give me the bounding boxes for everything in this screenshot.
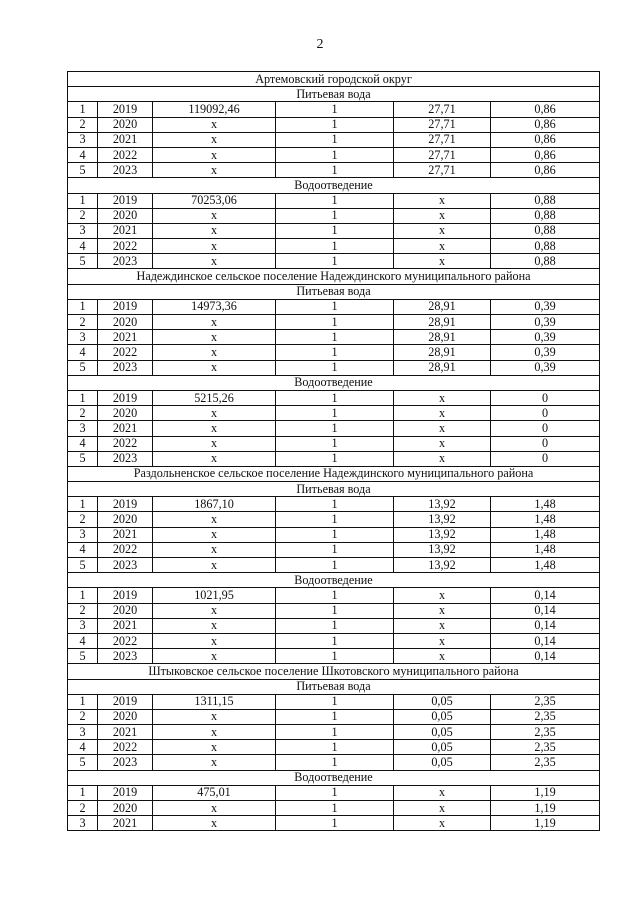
table-cell: x xyxy=(394,816,491,831)
table-cell: 3 xyxy=(68,330,98,345)
table-cell: 1 xyxy=(276,223,394,238)
table-cell: x xyxy=(153,755,276,770)
table-cell: 13,92 xyxy=(394,527,491,542)
table-cell: 4 xyxy=(68,542,98,557)
table-cell: 0,14 xyxy=(491,603,600,618)
table-cell: 4 xyxy=(68,239,98,254)
table-cell: 28,91 xyxy=(394,315,491,330)
table-cell: 13,92 xyxy=(394,542,491,557)
table-cell: 1 xyxy=(276,436,394,451)
table-cell: 2021 xyxy=(98,725,153,740)
municipality-row xyxy=(68,664,600,679)
table-cell: 0,86 xyxy=(491,102,600,117)
table-cell: x xyxy=(153,649,276,664)
table-cell: x xyxy=(153,512,276,527)
table-row xyxy=(68,102,600,117)
table-cell: 1 xyxy=(276,649,394,664)
table-cell: 2 xyxy=(68,512,98,527)
table-cell: x xyxy=(153,345,276,360)
table-cell: x xyxy=(394,451,491,466)
table-cell: 0,05 xyxy=(394,725,491,740)
service-title: Водоотведение xyxy=(68,770,600,785)
table-cell: 1,48 xyxy=(491,497,600,512)
table-cell: 1021,95 xyxy=(153,588,276,603)
table-cell: x xyxy=(153,542,276,557)
table-row xyxy=(68,542,600,557)
page-number: 2 xyxy=(316,37,324,52)
table-cell: 4 xyxy=(68,633,98,648)
table-row xyxy=(68,740,600,755)
municipality-row xyxy=(68,269,600,284)
table-cell: 4 xyxy=(68,740,98,755)
table-row xyxy=(68,558,600,573)
service-title: Водоотведение xyxy=(68,178,600,193)
table-cell: x xyxy=(394,588,491,603)
tariff-table-body xyxy=(68,72,600,831)
table-cell: 0,88 xyxy=(491,193,600,208)
table-cell: 1,19 xyxy=(491,801,600,816)
table-cell: 2021 xyxy=(98,330,153,345)
table-cell: 2022 xyxy=(98,147,153,162)
table-cell: 27,71 xyxy=(394,117,491,132)
table-cell: 13,92 xyxy=(394,497,491,512)
table-cell: 1 xyxy=(276,193,394,208)
service-row xyxy=(68,87,600,102)
table-cell: x xyxy=(153,406,276,421)
table-row xyxy=(68,345,600,360)
table-cell: 1 xyxy=(276,345,394,360)
table-row xyxy=(68,390,600,405)
table-cell: 0,14 xyxy=(491,588,600,603)
table-cell: 5 xyxy=(68,254,98,269)
table-cell: 1867,10 xyxy=(153,497,276,512)
table-cell: x xyxy=(394,633,491,648)
table-cell: 0,05 xyxy=(394,694,491,709)
table-cell: 13,92 xyxy=(394,558,491,573)
table-cell: 2021 xyxy=(98,816,153,831)
table-cell: 1 xyxy=(276,558,394,573)
service-title: Питьевая вода xyxy=(68,87,600,102)
table-row xyxy=(68,239,600,254)
table-cell: x xyxy=(394,785,491,800)
table-cell: 1 xyxy=(276,527,394,542)
table-cell: 1 xyxy=(276,542,394,557)
table-row xyxy=(68,588,600,603)
municipality-row xyxy=(68,466,600,481)
municipality-title: Артемовский городской округ xyxy=(68,72,600,87)
table-cell: 2020 xyxy=(98,512,153,527)
table-cell: 1 xyxy=(276,315,394,330)
table-row xyxy=(68,117,600,132)
table-cell: x xyxy=(153,208,276,223)
table-cell: 1 xyxy=(276,421,394,436)
municipality-title: Раздольненское сельское поселение Надеждинского муниципального района xyxy=(68,466,600,481)
municipality-row xyxy=(68,72,600,87)
table-cell: 0 xyxy=(491,406,600,421)
table-cell: 1,19 xyxy=(491,816,600,831)
table-cell: 2020 xyxy=(98,315,153,330)
table-cell: x xyxy=(153,603,276,618)
table-cell: 1 xyxy=(68,299,98,314)
table-cell: 5 xyxy=(68,451,98,466)
table-cell: 1 xyxy=(276,497,394,512)
table-cell: x xyxy=(394,603,491,618)
table-cell: 0,14 xyxy=(491,633,600,648)
table-cell: 2020 xyxy=(98,603,153,618)
table-row xyxy=(68,801,600,816)
table-cell: 2021 xyxy=(98,421,153,436)
table-cell: 3 xyxy=(68,527,98,542)
table-cell: 27,71 xyxy=(394,102,491,117)
municipality-title: Надеждинское сельское поселение Надеждинского муниципального района xyxy=(68,269,600,284)
table-row xyxy=(68,223,600,238)
table-cell: 2020 xyxy=(98,801,153,816)
table-cell: 0,39 xyxy=(491,345,600,360)
table-row xyxy=(68,254,600,269)
table-cell: x xyxy=(153,558,276,573)
table-cell: x xyxy=(394,406,491,421)
table-cell: 2022 xyxy=(98,633,153,648)
table-cell: 2 xyxy=(68,117,98,132)
table-row xyxy=(68,330,600,345)
service-row xyxy=(68,284,600,299)
service-row xyxy=(68,770,600,785)
table-cell: x xyxy=(153,147,276,162)
table-cell: x xyxy=(394,618,491,633)
table-row xyxy=(68,709,600,724)
table-cell: 28,91 xyxy=(394,299,491,314)
table-cell: 1 xyxy=(68,588,98,603)
service-title: Питьевая вода xyxy=(68,284,600,299)
table-cell: 1 xyxy=(68,390,98,405)
table-cell: x xyxy=(153,315,276,330)
table-cell: 2023 xyxy=(98,254,153,269)
table-row xyxy=(68,315,600,330)
table-cell: 1 xyxy=(276,239,394,254)
table-cell: 2020 xyxy=(98,709,153,724)
table-cell: 2022 xyxy=(98,239,153,254)
table-cell: 3 xyxy=(68,132,98,147)
table-cell: 2021 xyxy=(98,223,153,238)
table-row xyxy=(68,785,600,800)
table-cell: 70253,06 xyxy=(153,193,276,208)
table-cell: x xyxy=(394,239,491,254)
table-row xyxy=(68,132,600,147)
table-cell: 1 xyxy=(68,102,98,117)
table-cell: 1 xyxy=(68,193,98,208)
table-row xyxy=(68,299,600,314)
table-row xyxy=(68,618,600,633)
service-row xyxy=(68,482,600,497)
table-row xyxy=(68,694,600,709)
table-cell: 1,19 xyxy=(491,785,600,800)
table-cell: 3 xyxy=(68,816,98,831)
table-cell: 14973,36 xyxy=(153,299,276,314)
table-cell: 119092,46 xyxy=(153,102,276,117)
service-row xyxy=(68,375,600,390)
table-cell: 27,71 xyxy=(394,132,491,147)
table-cell: x xyxy=(153,254,276,269)
table-cell: 2,35 xyxy=(491,755,600,770)
table-cell: 5 xyxy=(68,558,98,573)
table-cell: 0,86 xyxy=(491,132,600,147)
table-cell: 1 xyxy=(276,740,394,755)
table-cell: 0,88 xyxy=(491,223,600,238)
table-cell: x xyxy=(153,451,276,466)
table-row xyxy=(68,816,600,831)
table-cell: 1 xyxy=(276,512,394,527)
table-cell: 1 xyxy=(68,694,98,709)
service-title: Питьевая вода xyxy=(68,679,600,694)
table-cell: 3 xyxy=(68,223,98,238)
table-cell: 4 xyxy=(68,147,98,162)
table-cell: 1 xyxy=(276,117,394,132)
table-cell: x xyxy=(153,725,276,740)
table-cell: 5 xyxy=(68,755,98,770)
table-cell: 0 xyxy=(491,421,600,436)
table-cell: x xyxy=(394,421,491,436)
table-row xyxy=(68,725,600,740)
table-cell: x xyxy=(153,740,276,755)
table-cell: 2022 xyxy=(98,436,153,451)
table-cell: x xyxy=(394,208,491,223)
table-cell: 1 xyxy=(276,147,394,162)
table-cell: 28,91 xyxy=(394,360,491,375)
table-cell: x xyxy=(153,436,276,451)
table-row xyxy=(68,163,600,178)
table-cell: 1 xyxy=(276,618,394,633)
table-cell: 27,71 xyxy=(394,147,491,162)
table-cell: 2019 xyxy=(98,299,153,314)
table-row xyxy=(68,436,600,451)
table-cell: 3 xyxy=(68,421,98,436)
table-cell: 2 xyxy=(68,208,98,223)
table-cell: 2019 xyxy=(98,497,153,512)
table-cell: x xyxy=(153,633,276,648)
table-cell: 0,39 xyxy=(491,330,600,345)
table-cell: 1 xyxy=(276,208,394,223)
table-cell: x xyxy=(153,239,276,254)
table-cell: 0,88 xyxy=(491,239,600,254)
table-cell: 4 xyxy=(68,345,98,360)
table-cell: 0,88 xyxy=(491,254,600,269)
table-cell: 5 xyxy=(68,360,98,375)
table-row xyxy=(68,527,600,542)
table-cell: x xyxy=(153,709,276,724)
table-row xyxy=(68,208,600,223)
table-cell: 1 xyxy=(276,132,394,147)
table-cell: 0,86 xyxy=(491,163,600,178)
table-cell: 0,05 xyxy=(394,709,491,724)
table-cell: 1311,15 xyxy=(153,694,276,709)
table-cell: 0 xyxy=(491,436,600,451)
table-cell: 0,05 xyxy=(394,740,491,755)
table-cell: 1 xyxy=(276,588,394,603)
table-cell: 2,35 xyxy=(491,694,600,709)
table-cell: x xyxy=(153,801,276,816)
table-cell: 1 xyxy=(276,451,394,466)
table-row xyxy=(68,755,600,770)
table-cell: x xyxy=(394,801,491,816)
table-cell: 2020 xyxy=(98,406,153,421)
table-cell: 0,86 xyxy=(491,117,600,132)
table-cell: 5215,26 xyxy=(153,390,276,405)
service-title: Питьевая вода xyxy=(68,482,600,497)
table-cell: 1 xyxy=(276,299,394,314)
table-row xyxy=(68,512,600,527)
table-cell: 0,88 xyxy=(491,208,600,223)
table-cell: 1 xyxy=(276,725,394,740)
table-cell: 3 xyxy=(68,618,98,633)
table-cell: 1 xyxy=(276,390,394,405)
table-cell: 2022 xyxy=(98,542,153,557)
table-cell: 1 xyxy=(276,360,394,375)
table-cell: 2023 xyxy=(98,649,153,664)
table-cell: 2 xyxy=(68,315,98,330)
table-cell: 2019 xyxy=(98,694,153,709)
table-cell: 1,48 xyxy=(491,527,600,542)
table-cell: 0 xyxy=(491,451,600,466)
table-cell: x xyxy=(153,163,276,178)
table-cell: 1 xyxy=(276,406,394,421)
table-cell: 0 xyxy=(491,390,600,405)
service-row xyxy=(68,178,600,193)
table-row xyxy=(68,633,600,648)
table-cell: x xyxy=(153,618,276,633)
table-cell: 1 xyxy=(68,497,98,512)
table-cell: 2019 xyxy=(98,193,153,208)
table-cell: 2023 xyxy=(98,755,153,770)
table-cell: x xyxy=(153,223,276,238)
table-cell: 1 xyxy=(276,102,394,117)
table-cell: x xyxy=(394,254,491,269)
table-cell: 0,14 xyxy=(491,649,600,664)
service-title: Водоотведение xyxy=(68,375,600,390)
table-cell: 4 xyxy=(68,436,98,451)
table-cell: 0,05 xyxy=(394,755,491,770)
table-cell: 2,35 xyxy=(491,709,600,724)
table-row xyxy=(68,649,600,664)
table-cell: 1,48 xyxy=(491,512,600,527)
table-cell: 2019 xyxy=(98,588,153,603)
table-cell: x xyxy=(153,132,276,147)
table-cell: 2021 xyxy=(98,527,153,542)
table-row xyxy=(68,406,600,421)
table-cell: 1,48 xyxy=(491,558,600,573)
table-cell: 0,86 xyxy=(491,147,600,162)
table-cell: 0,39 xyxy=(491,299,600,314)
table-cell: 5 xyxy=(68,163,98,178)
table-row xyxy=(68,497,600,512)
table-cell: 2020 xyxy=(98,117,153,132)
table-cell: x xyxy=(394,193,491,208)
table-cell: 1 xyxy=(276,163,394,178)
table-cell: 0,14 xyxy=(491,618,600,633)
table-cell: 2021 xyxy=(98,132,153,147)
table-cell: 1 xyxy=(276,709,394,724)
table-cell: 2,35 xyxy=(491,725,600,740)
table-cell: 1 xyxy=(276,801,394,816)
table-cell: 1 xyxy=(276,816,394,831)
service-row xyxy=(68,573,600,588)
table-cell: 2021 xyxy=(98,618,153,633)
table-cell: 2 xyxy=(68,406,98,421)
table-cell: x xyxy=(394,649,491,664)
table-cell: 13,92 xyxy=(394,512,491,527)
table-cell: 2022 xyxy=(98,345,153,360)
tariff-table xyxy=(67,71,600,831)
table-cell: 2019 xyxy=(98,390,153,405)
table-cell: x xyxy=(394,436,491,451)
table-cell: x xyxy=(153,117,276,132)
table-cell: 5 xyxy=(68,649,98,664)
table-row xyxy=(68,421,600,436)
table-cell: 2020 xyxy=(98,208,153,223)
table-cell: 1 xyxy=(276,785,394,800)
table-cell: 0,39 xyxy=(491,360,600,375)
table-cell: 2,35 xyxy=(491,740,600,755)
table-cell: 2023 xyxy=(98,360,153,375)
table-cell: 28,91 xyxy=(394,345,491,360)
table-cell: 1 xyxy=(276,254,394,269)
table-cell: x xyxy=(153,816,276,831)
table-cell: x xyxy=(394,390,491,405)
table-cell: 2023 xyxy=(98,558,153,573)
service-row xyxy=(68,679,600,694)
table-cell: 1 xyxy=(68,785,98,800)
table-row xyxy=(68,193,600,208)
table-cell: x xyxy=(153,421,276,436)
table-cell: 1 xyxy=(276,330,394,345)
municipality-title: Штыковское сельское поселение Шкотовского муниципального района xyxy=(68,664,600,679)
table-cell: 28,91 xyxy=(394,330,491,345)
table-cell: x xyxy=(153,330,276,345)
table-cell: x xyxy=(153,360,276,375)
table-cell: 2 xyxy=(68,709,98,724)
table-cell: 2019 xyxy=(98,785,153,800)
table-row xyxy=(68,360,600,375)
table-cell: 2 xyxy=(68,603,98,618)
table-cell: 27,71 xyxy=(394,163,491,178)
table-cell: 2 xyxy=(68,801,98,816)
table-cell: 1 xyxy=(276,633,394,648)
service-title: Водоотведение xyxy=(68,573,600,588)
table-cell: x xyxy=(394,223,491,238)
table-cell: 475,01 xyxy=(153,785,276,800)
table-cell: 1 xyxy=(276,603,394,618)
table-cell: 3 xyxy=(68,725,98,740)
table-row xyxy=(68,451,600,466)
table-row xyxy=(68,147,600,162)
table-cell: 2023 xyxy=(98,163,153,178)
table-row xyxy=(68,603,600,618)
table-cell: 1 xyxy=(276,694,394,709)
table-cell: 0,39 xyxy=(491,315,600,330)
table-cell: 1,48 xyxy=(491,542,600,557)
table-cell: 1 xyxy=(276,755,394,770)
table-cell: 2023 xyxy=(98,451,153,466)
table-cell: x xyxy=(153,527,276,542)
table-cell: 2019 xyxy=(98,102,153,117)
table-cell: 2022 xyxy=(98,740,153,755)
